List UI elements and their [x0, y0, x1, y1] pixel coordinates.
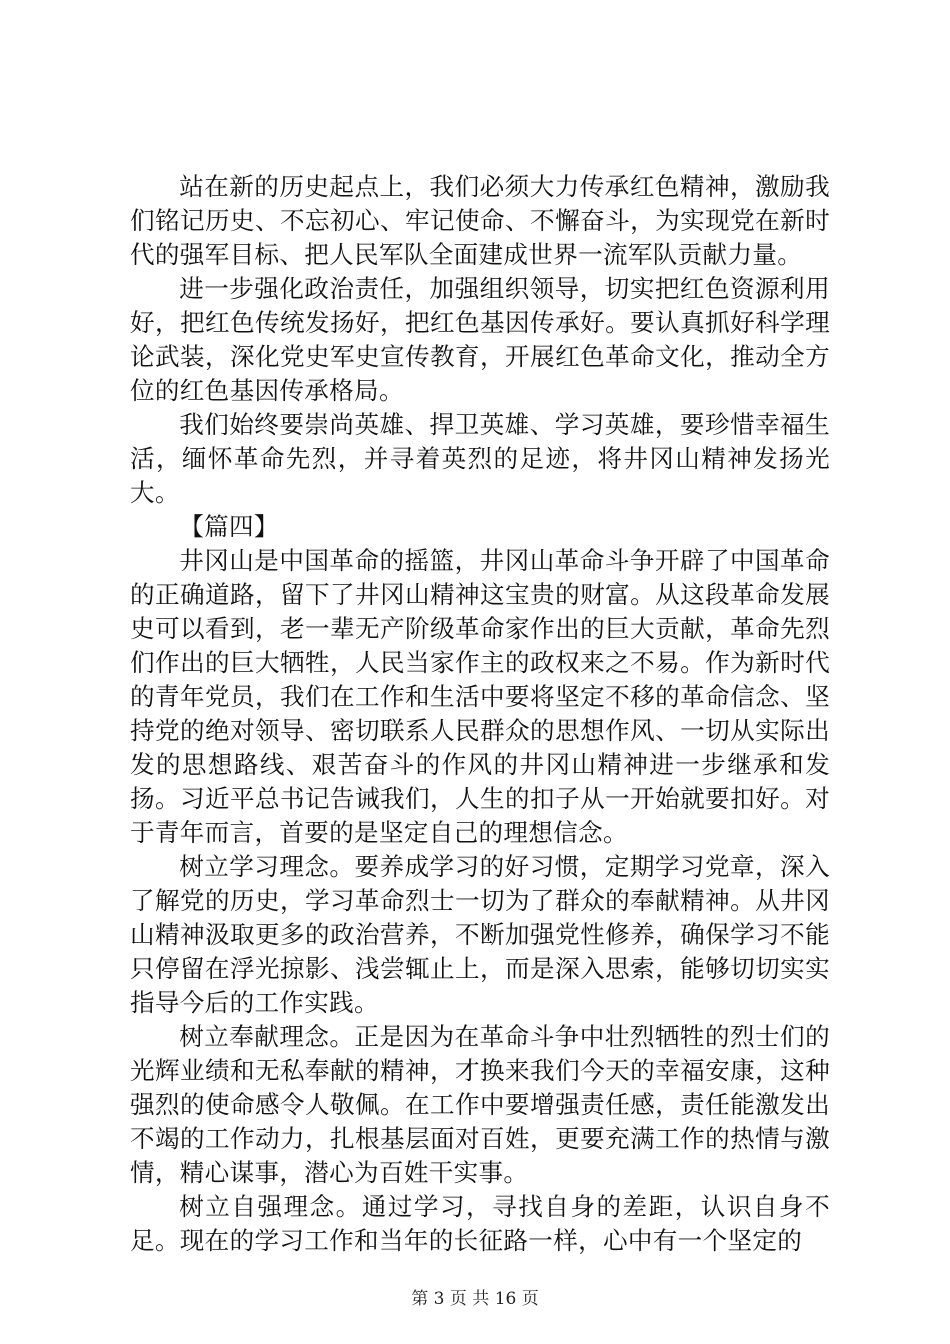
- paragraph: 树立学习理念。要养成学习的好习惯，定期学习党章，深入了解党的历史，学习革命烈士一切为了群众的奉献精神。从井冈山精神汲取更多的政治营养，不断加强党性修养，确保学习不能只停留在浮光掠影、浅尝辄止上，而是深入思索，能够切切实实指导今后的工作实践。: [130, 852, 830, 1017]
- paragraph: 站在新的历史起点上，我们必须大力传承红色精神，激励我们铭记历史、不忘初心、牢记使命、不懈奋斗，为实现党在新时代的强军目标、把人民军队全面建成世界一流军队贡献力量。: [130, 172, 830, 269]
- page-number-footer: 第 3 页 共 16 页: [411, 1289, 539, 1309]
- paragraph: 我们始终要崇尚英雄、捍卫英雄、学习英雄，要珍惜幸福生活，缅怀革命先烈，并寻着英烈的足迹，将井冈山精神发扬光大。: [130, 410, 830, 507]
- section-heading: 【篇四】: [179, 512, 279, 541]
- paragraph: 树立奉献理念。正是因为在革命斗争中壮烈牺牲的烈士们的光辉业绩和无私奉献的精神，才换来我们今天的幸福安康，这种强烈的使命感令人敬佩。在工作中要增强责任感，责任能激发出不竭的工作动力，扎根基层面对百姓，更要充满工作的热情与激情，精心谋事，潜心为百姓干实事。: [130, 1022, 830, 1187]
- paragraph: 进一步强化政治责任，加强组织领导，切实把红色资源利用好，把红色传统发扬好，把红色基因传承好。要认真抓好科学理论武装，深化党史军史宣传教育，开展红色革命文化，推动全方位的红色基因传承格局。: [130, 274, 830, 405]
- document-body: [130, 170, 830, 1258]
- paragraph: 井冈山是中国革命的摇篮，井冈山革命斗争开辟了中国革命的正确道路，留下了井冈山精神这宝贵的财富。从这段革命发展史可以看到，老一辈无产阶级革命家作出的巨大贡献，革命先烈们作出的巨大牺牲，人民当家作主的政权来之不易。作为新时代的青年党员，我们在工作和生活中要将坚定不移的革命信念、坚持党的绝对领导、密切联系人民群众的思想作风、一切从实际出发的思想路线、艰苦奋斗的作风的井冈山精神进一步继承和发扬。习近平总书记告诫我们，人生的扣子从一开始就要扣好。对于青年而言，首要的是坚定自己的理想信念。: [130, 546, 830, 847]
- paragraph: 树立自强理念。通过学习，寻找自身的差距，认识自身不足。现在的学习工作和当年的长征路一样，心中有一个坚定的: [130, 1192, 830, 1255]
